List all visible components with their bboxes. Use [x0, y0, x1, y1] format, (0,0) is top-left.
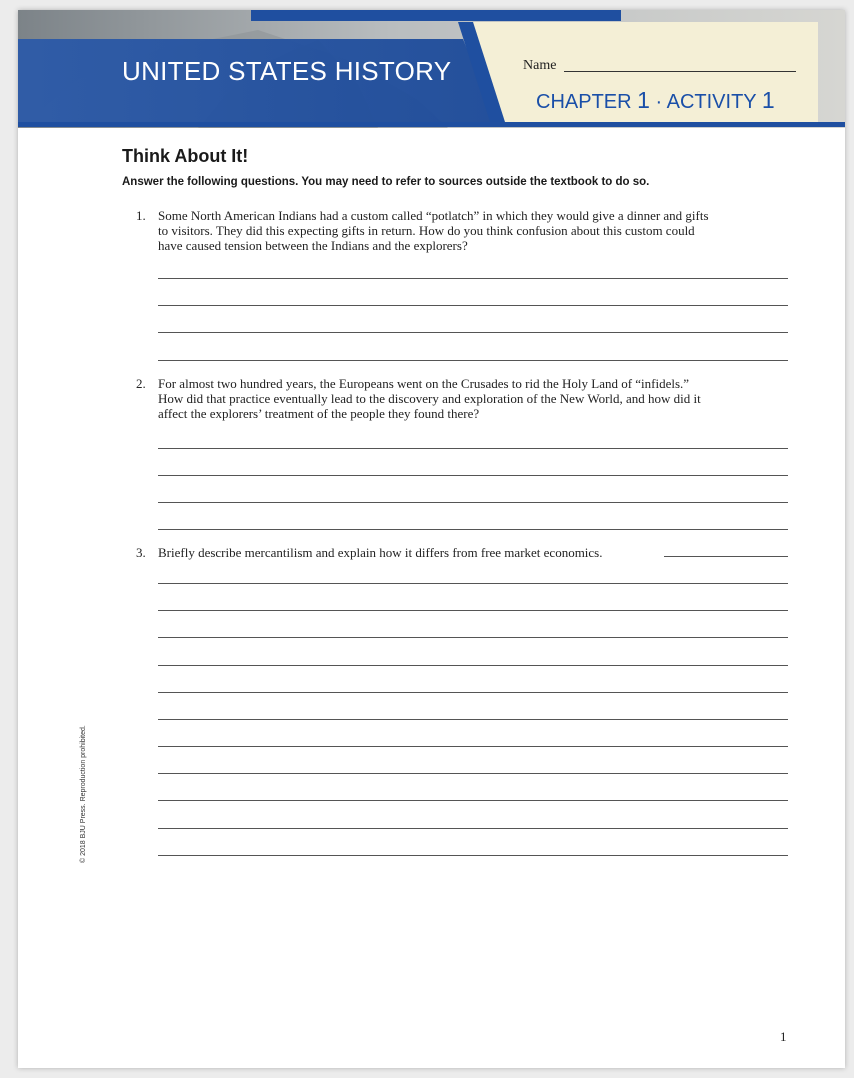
question-2-line: How did that practice eventually lead to the discovery and exploration of the New World, and how did it — [158, 391, 701, 406]
question-3-number: 3. — [136, 545, 146, 560]
chapter-separator: · — [655, 91, 663, 113]
answer-line[interactable] — [158, 746, 788, 747]
chapter-number: 1 — [637, 87, 650, 113]
question-2-line: affect the explorers’ treatment of the people they found there? — [158, 406, 480, 421]
question-1-number: 1. — [136, 208, 146, 223]
answer-line[interactable] — [158, 719, 788, 720]
activity-number: 1 — [761, 87, 775, 113]
answer-line[interactable] — [664, 556, 788, 557]
answer-line[interactable] — [158, 305, 788, 306]
activity-word: ACTIVITY — [666, 91, 757, 113]
question-1-line: Some North American Indians had a custom called “potlatch” in which they would give a dinner and gifts — [158, 208, 709, 223]
question-1-line: have caused tension between the Indians and the explorers? — [158, 238, 468, 253]
section-heading: Think About It! — [122, 146, 249, 166]
answer-line[interactable] — [158, 475, 788, 476]
answer-line[interactable] — [158, 332, 788, 333]
question-3-line: Briefly describe mercantilism and explain how it differs from free market economics. — [158, 545, 603, 560]
question-2-text — [158, 376, 798, 421]
answer-line[interactable] — [158, 529, 788, 530]
answer-line[interactable] — [158, 800, 788, 801]
answer-line[interactable] — [158, 610, 788, 611]
answer-line[interactable] — [158, 583, 788, 584]
answer-line[interactable] — [158, 665, 788, 666]
answer-line[interactable] — [158, 692, 788, 693]
question-1-text — [158, 208, 798, 253]
answer-line[interactable] — [158, 502, 788, 503]
question-1-line: to visitors. They did this expecting gifts in return. How do you think confusion about this custom could — [158, 223, 695, 238]
answer-line[interactable] — [158, 855, 788, 856]
name-label: Name — [523, 58, 557, 73]
question-3-text — [158, 545, 798, 560]
answer-line[interactable] — [158, 278, 788, 279]
answer-line[interactable] — [158, 637, 788, 638]
chapter-word: CHAPTER — [536, 91, 632, 113]
answer-line[interactable] — [158, 448, 788, 449]
copyright-notice: © 2018 BJU Press. Reproduction prohibited. — [80, 725, 87, 863]
series-title: UNITED STATES HISTORY — [122, 56, 452, 86]
worksheet-page — [18, 10, 845, 1068]
answer-line[interactable] — [158, 773, 788, 774]
chapter-activity-label — [536, 87, 775, 114]
page-header — [18, 10, 845, 128]
name-input-line[interactable] — [564, 71, 796, 72]
answer-line[interactable] — [158, 828, 788, 829]
answer-line[interactable] — [158, 360, 788, 361]
question-2-line: For almost two hundred years, the Europeans went on the Crusades to rid the Holy Land of “infidels.” — [158, 376, 690, 391]
instructions: Answer the following questions. You may need to refer to sources outside the textbook to do so. — [122, 176, 650, 188]
question-2-number: 2. — [136, 376, 146, 391]
page-number: 1 — [780, 1029, 787, 1044]
